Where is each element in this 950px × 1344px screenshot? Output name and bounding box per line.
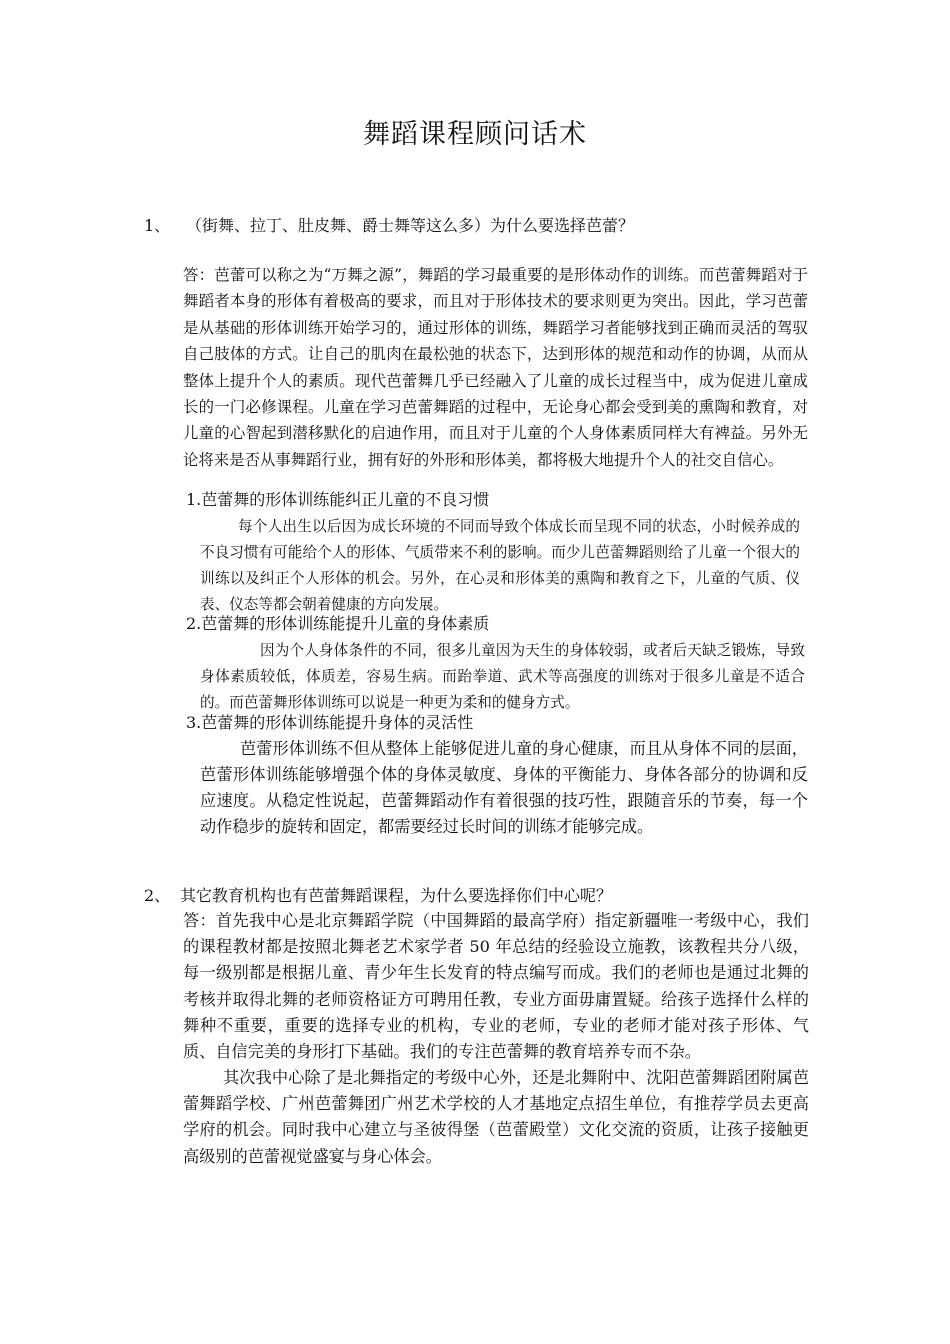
point-1-heading: 1.芭蕾舞的形体训练能纠正儿童的不良习惯: [186, 490, 490, 509]
question-1-text: （街舞、拉丁、肚皮舞、爵士舞等这么多）为什么要选择芭蕾？: [186, 216, 635, 235]
question-2-number: 2、: [144, 886, 171, 905]
point-1-text: 每个人出生以后因为成长环境的不同而导致个体成长而呈现不同的状态，小时候养成的不良习惯有可能给个人的形体、气质带来不利的影响。而少儿芭蕾舞蹈则给了儿童一个很大的训练以及纠正个人形体的机会。另外，在心灵和形体美的熏陶和教育之下，儿童的气质、仪表、仪态等都会朝着健康的方向发展。: [200, 518, 800, 613]
point-3-heading: 3.芭蕾舞的形体训练能提升身体的灵活性: [186, 713, 474, 732]
question-2-text: 其它教育机构也有芭蕾舞蹈课程，为什么要选择你们中心呢？: [180, 886, 613, 905]
answer-2-paragraph: 答：首先我中心是北京舞蹈学院（中国舞蹈的最高学府）指定新疆唯一考级中心，我们的课程教材都是按照北舞老艺术家学者 50 年总结的经验设立施教，该教程共分八级，每一级别都是根据儿童、青少年生长发育的特点编写而成。我们的老师也是通过北舞的考核并取得北舞的老师资格证方可聘用任教，专业方面毋庸置疑。给孩子选择什么样的舞种不重要，重要的选择专业的机构，专业的老师，专业的老师才能对孩子形体、气质、自信完美的身形打下基础。我们的专注芭蕾舞的教育培养专而不杂。: [183, 911, 809, 1062]
page-title: 舞蹈课程顾问话术: [363, 119, 587, 150]
question-1-number: 1、: [144, 216, 171, 235]
point-2-heading: 2.芭蕾舞的形体训练能提升儿童的身体素质: [186, 614, 490, 633]
question-1: [144, 214, 634, 238]
question-2: [144, 884, 612, 908]
answer-1-paragraph: 答：芭蕾可以称之为“万舞之源”，舞蹈的学习最重要的是形体动作的训练。而芭蕾舞蹈对于舞蹈者本身的形体有着极高的要求，而且对于形体技术的要求则更为突出。因此，学习芭蕾是从基础的形体训练开始学习的，通过形体的训练，舞蹈学习者能够找到正确而灵活的驾驭自己肢体的方式。让自己的肌肉在最松弛的状态下，达到形体的规范和动作的协调，从而从整体上提升个人的素质。现代芭蕾舞几乎已经融入了儿童的成长过程当中，成为促进儿童成长的一门必修课程。儿童在学习芭蕾舞蹈的过程中，无论身心都会受到美的熏陶和教育，对儿童的心智起到潜移默化的启迪作用，而且对于儿童的个人身体素质同样大有裨益。另外无论将来是否从事舞蹈行业，拥有好的外形和形体美，都将极大地提升个人的社交自信心。: [183, 266, 808, 469]
answer-2-continuation: 其次我中心除了是北舞指定的考级中心外，还是北舞附中、沈阳芭蕾舞蹈团附属芭蕾舞蹈学校、广州芭蕾舞团广州艺术学校的人才基地定点招生单位，有推荐学员去更高学府的机会。同时我中心建立与圣彼得堡（芭蕾殿堂）文化交流的资质，让孩子接触更高级别的芭蕾视觉盛宴与身心体会。: [183, 1068, 809, 1166]
point-2-text: 因为个人身体条件的不同，很多儿童因为天生的身体较弱，或者后天缺乏锻炼，导致身体素质较低，体质差，容易生病。而跆拳道、武术等高强度的训练对于很多儿童是不适合的。而芭蕾舞形体训练可以说是一种更为柔和的健身方式。: [200, 642, 805, 711]
point-3-text: 芭蕾形体训练不但从整体上能够促进儿童的身心健康，而且从身体不同的层面，芭蕾形体训练能够增强个体的身体灵敏度、身体的平衡能力、身体各部分的协调和反应速度。从稳定性说起，芭蕾舞蹈动作有着很强的技巧性，跟随音乐的节奏，每一个动作稳步的旋转和固定，都需要经过长时间的训练才能够完成。: [200, 739, 808, 836]
